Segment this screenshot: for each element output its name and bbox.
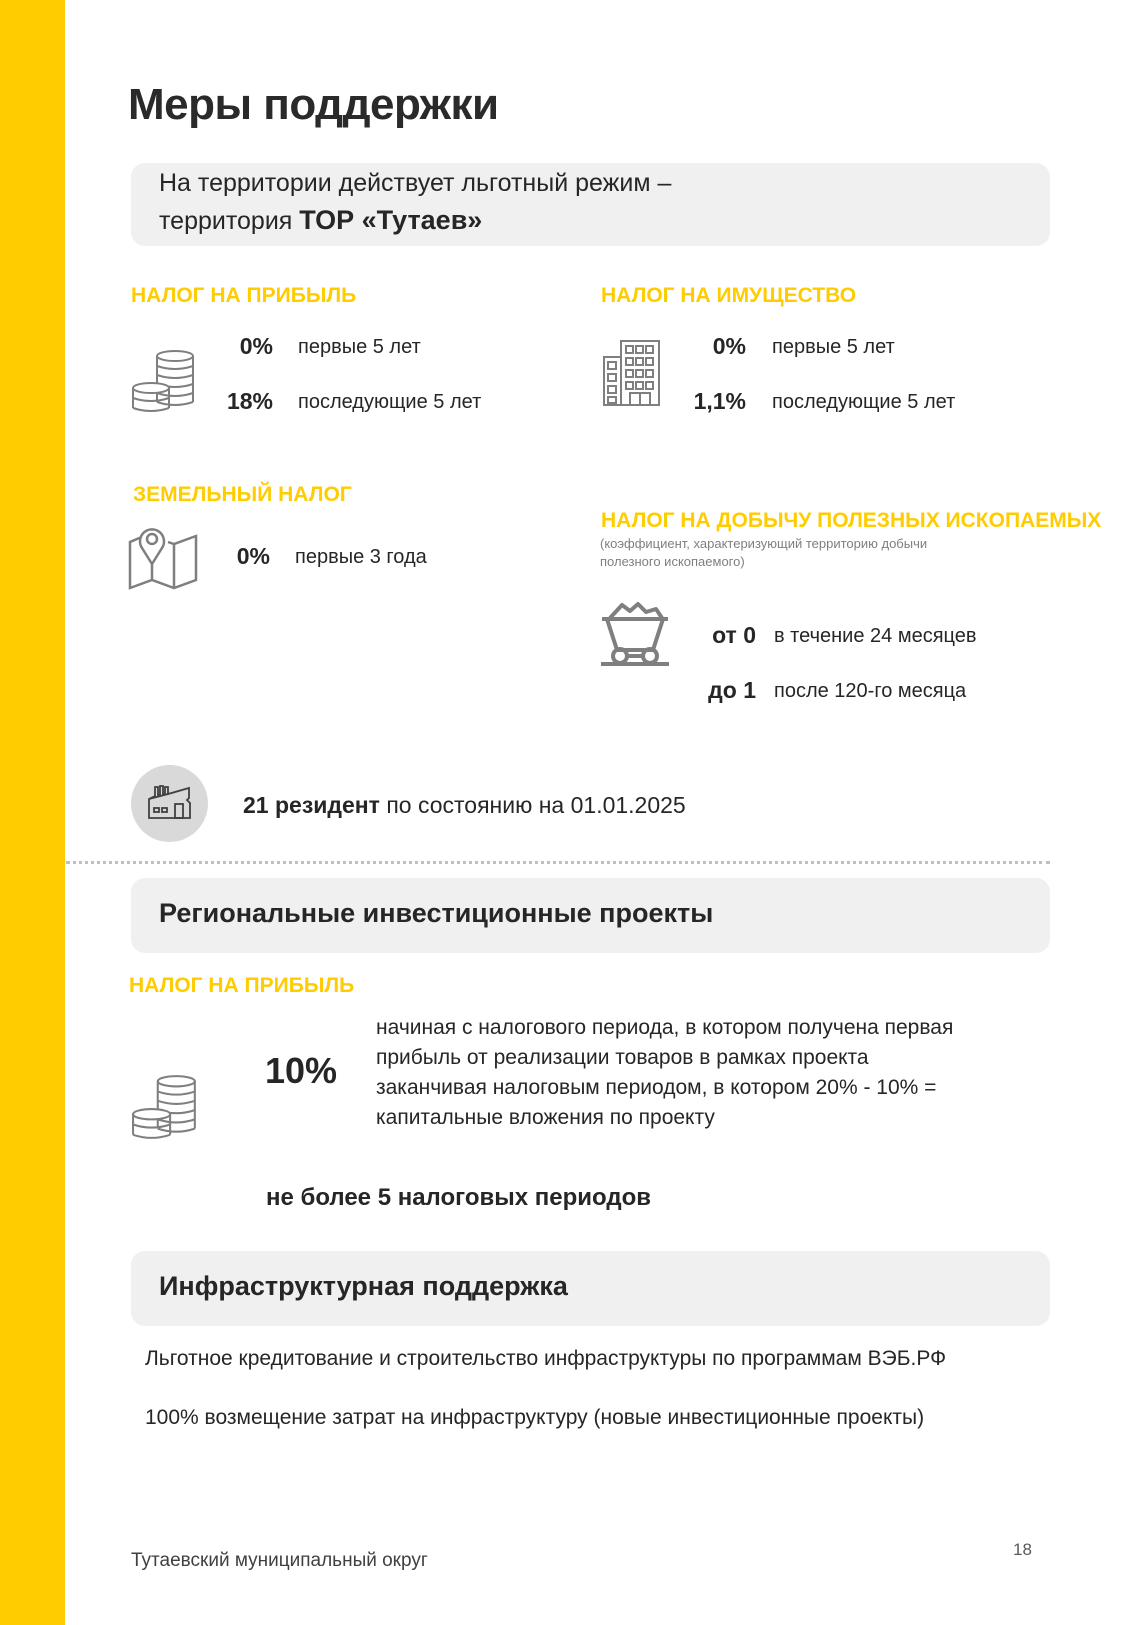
intro-tor-name: ТОР «Тутаев» <box>299 205 483 235</box>
regional-projects-title: Региональные инвестиционные проекты <box>159 898 714 928</box>
intro-line-1: На территории действует льготный режим – <box>159 169 672 197</box>
section-divider <box>66 861 1050 864</box>
mining-tax-label-2: после 120-го месяца <box>774 680 967 702</box>
rip-limit: не более 5 налоговых периодов <box>266 1184 651 1211</box>
footer-org: Тутаевский муниципальный округ <box>131 1550 428 1571</box>
rip-condition-line: капитальные вложения по проекту <box>376 1106 715 1129</box>
factory-icon-circle <box>131 765 208 842</box>
page-number: 18 <box>1013 1540 1032 1559</box>
yellow-side-bar <box>0 0 65 1625</box>
mining-tax-value-1: от 0 <box>712 622 756 648</box>
page-title: Меры поддержки <box>128 80 499 129</box>
rip-conditions <box>376 1013 953 1133</box>
coins-icon <box>131 1072 201 1142</box>
residents-text <box>243 792 686 819</box>
infrastructure-title: Инфраструктурная поддержка <box>159 1271 568 1301</box>
mining-tax-note-2: полезного ископаемого) <box>600 554 745 569</box>
regional-projects-box <box>131 878 1050 953</box>
profit-tax-label-1: первые 5 лет <box>298 336 421 358</box>
property-tax-label-1: первые 5 лет <box>772 336 895 358</box>
property-tax-value-1: 0% <box>712 333 746 359</box>
residents-date: по состоянию на 01.01.2025 <box>379 792 686 818</box>
mining-tax-note-1: (коэффициент, характеризующий территорию добычи <box>600 536 928 551</box>
infrastructure-item-1: Льготное кредитование и строительство инфраструктуры по программам ВЭБ.РФ <box>145 1347 947 1370</box>
property-tax-heading: НАЛОГ НА ИМУЩЕСТВО <box>601 284 857 307</box>
intro-box <box>131 163 1050 246</box>
mining-tax-label-1: в течение 24 месяцев <box>774 625 977 647</box>
land-tax-value-1: 0% <box>236 543 270 569</box>
rip-profit-tax-heading: НАЛОГ НА ПРИБЫЛЬ <box>129 974 355 997</box>
land-tax-label-1: первые 3 года <box>295 546 427 568</box>
infrastructure-item-2: 100% возмещение затрат на инфраструктуру (новые инвестиционные проекты) <box>145 1406 925 1429</box>
land-tax-heading: ЗЕМЕЛЬНЫЙ НАЛОГ <box>133 483 352 506</box>
profit-tax-value-1: 0% <box>239 333 273 359</box>
property-tax-value-2: 1,1% <box>693 388 746 414</box>
residents-count: 21 резидент <box>243 792 380 818</box>
infrastructure-box <box>131 1251 1050 1326</box>
rip-condition-line: начиная с налогового периода, в котором получена первая <box>376 1016 954 1039</box>
profit-tax-heading: НАЛОГ НА ПРИБЫЛЬ <box>131 284 357 307</box>
intro-line-2 <box>159 205 482 236</box>
mining-tax-value-2: до 1 <box>708 677 756 703</box>
profit-tax-value-2: 18% <box>226 388 273 414</box>
rip-condition-line: заканчивая налоговым периодом, в котором 20% - 10% = <box>376 1076 937 1099</box>
rip-rate-value: 10% <box>265 1050 338 1091</box>
mining-tax-heading: НАЛОГ НА ДОБЫЧУ ПОЛЕЗНЫХ ИСКОПАЕМЫХ <box>601 509 1102 532</box>
profit-tax-label-2: последующие 5 лет <box>298 391 482 413</box>
factory-icon <box>131 765 208 842</box>
intro-prefix: территория <box>159 207 300 235</box>
property-tax-label-2: последующие 5 лет <box>772 391 956 413</box>
rip-condition-line: прибыль от реализации товаров в рамках проекта <box>376 1046 869 1069</box>
